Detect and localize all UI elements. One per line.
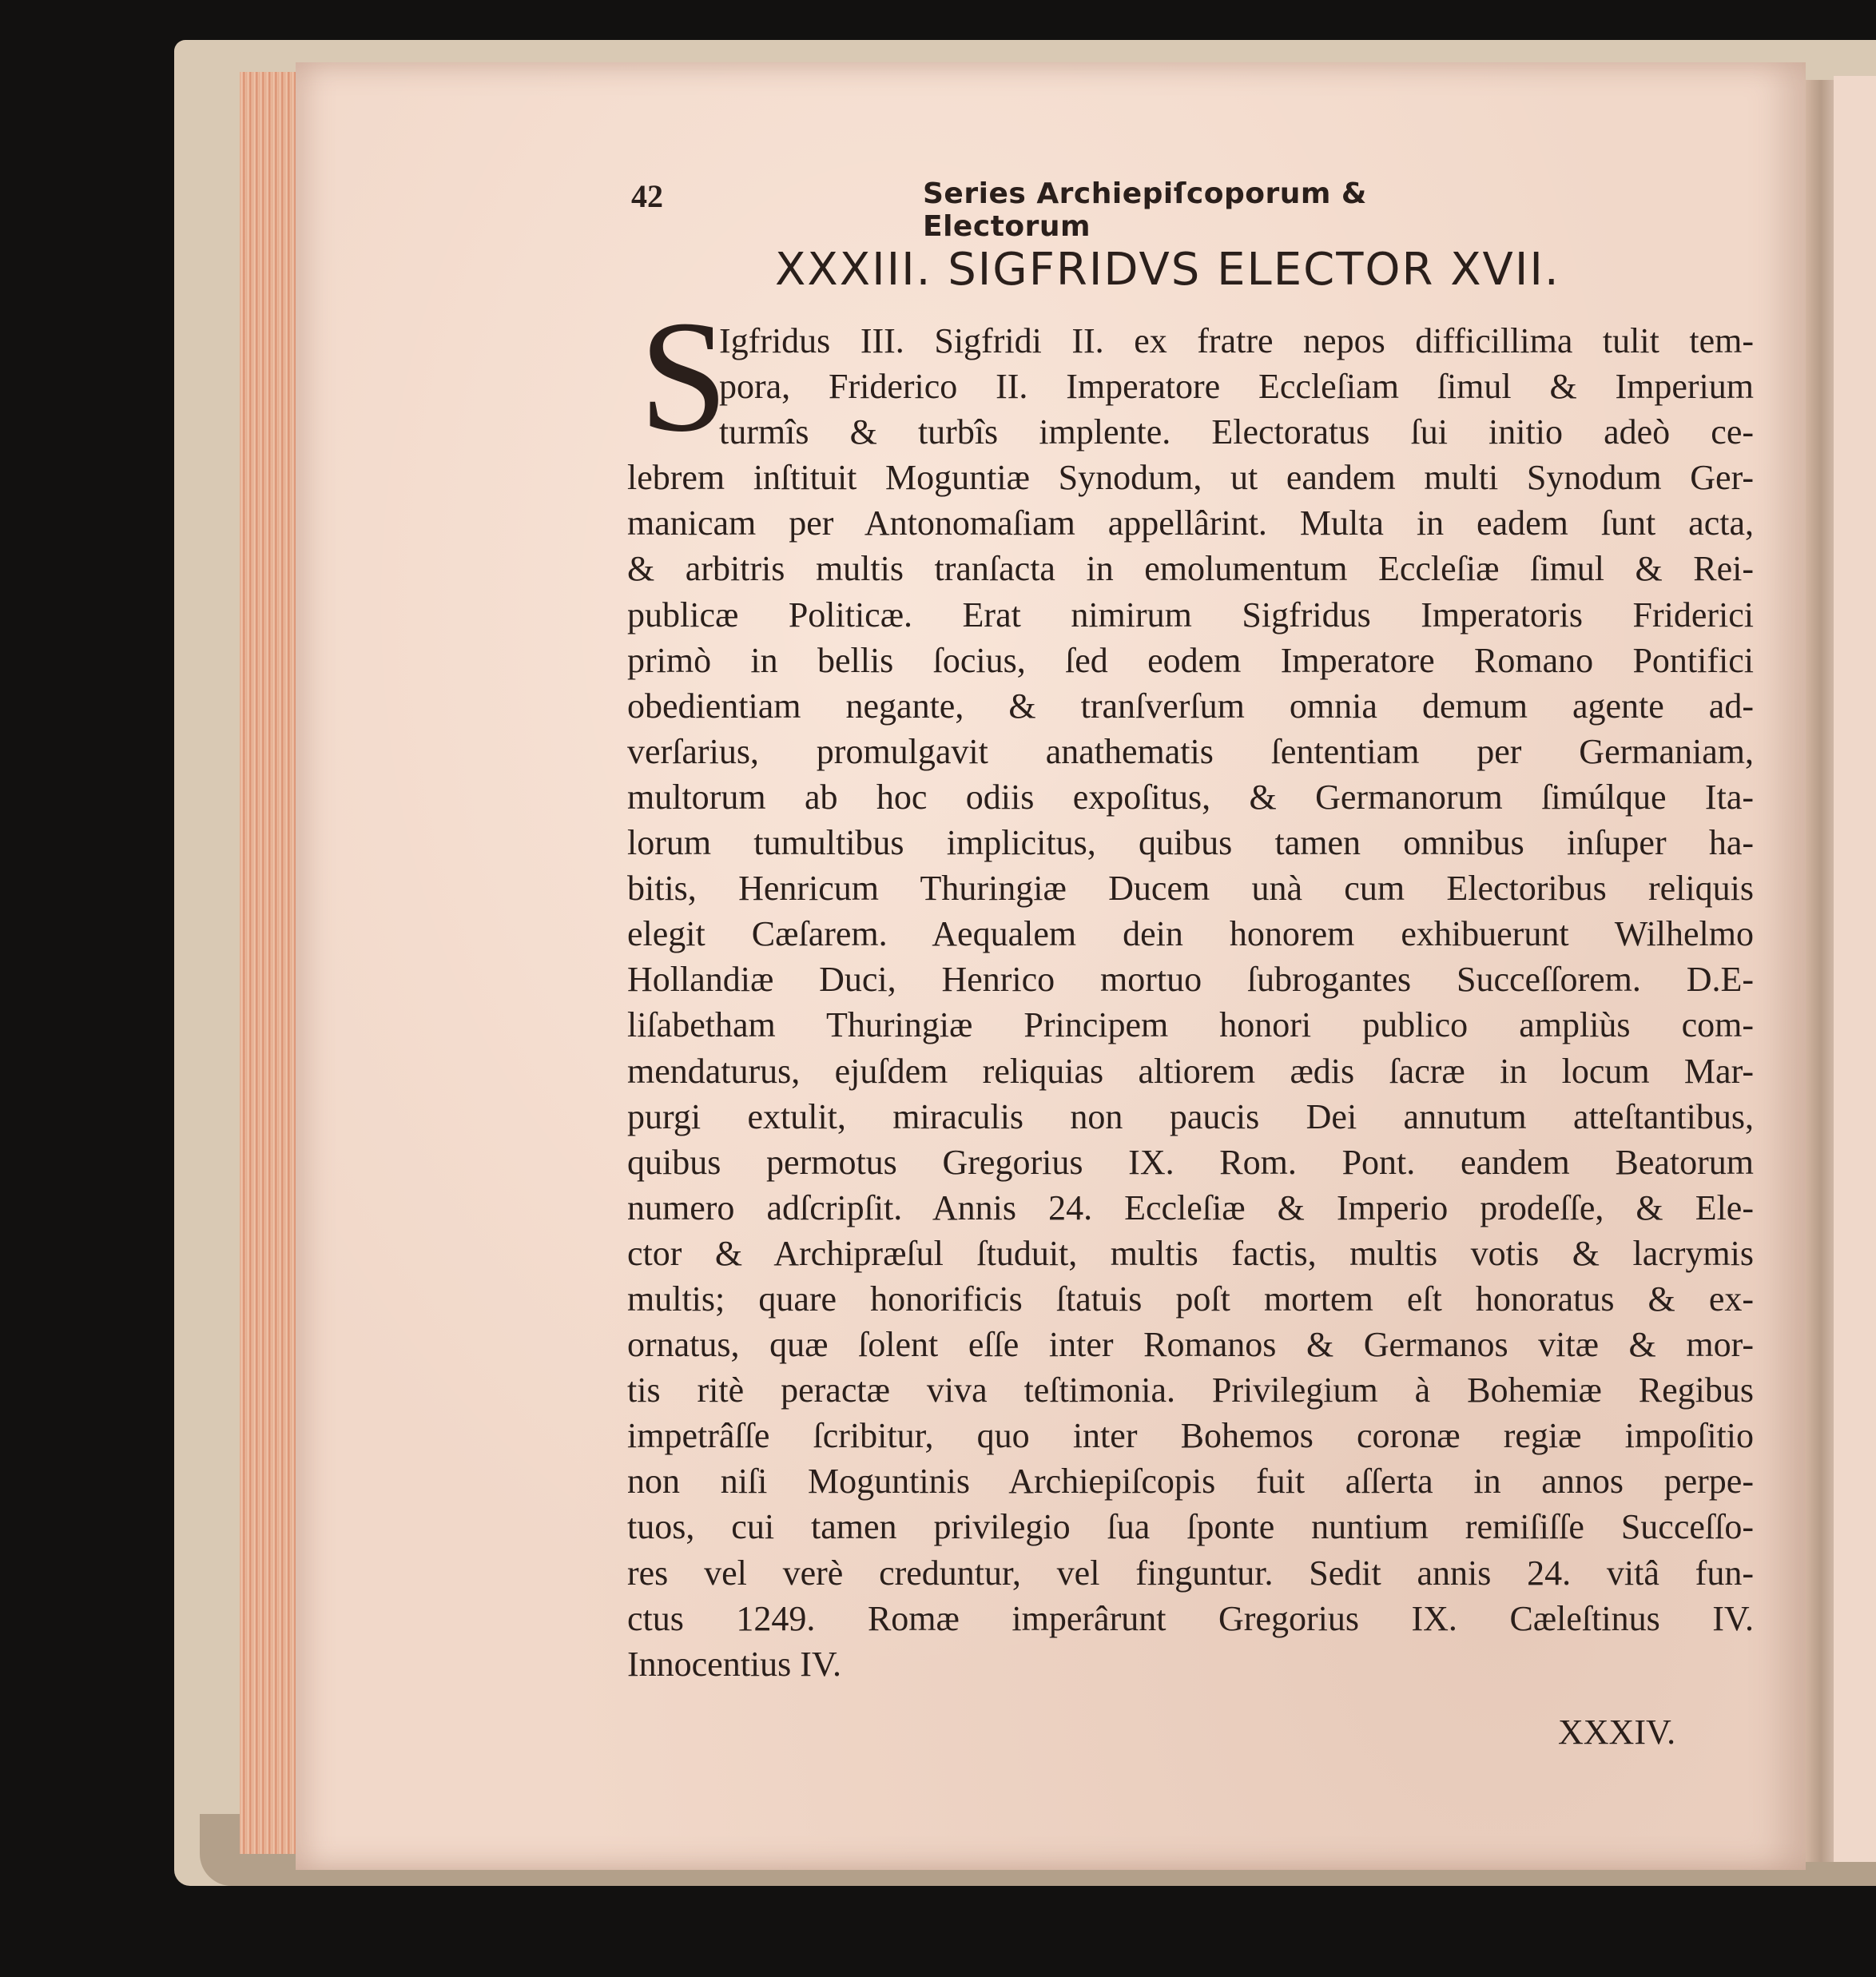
text-line: mendaturus, ejuſdem reliquias altiorem ædis ſacræ in locum Mar- [627, 1051, 1754, 1091]
facing-page-edge [1834, 76, 1876, 1862]
text-line: lebrem inſtituit Moguntiæ Synodum, ut eandem multi Synodum Ger- [627, 458, 1754, 498]
text-line: ctor & Archipræſul ſtuduit, multis factis, multis votis & lacrymis [627, 1233, 1754, 1273]
drop-cap: S [639, 288, 729, 465]
text-line: bitis, Henricum Thuringiæ Ducem unà cum Electoribus reliquis [627, 869, 1754, 909]
body-text [627, 318, 1754, 1687]
text-line: multorum ab hoc odiis expoſitus, & Germanorum ſimúlque Ita- [627, 777, 1754, 817]
text-line: elegit Cæſarem. Aequalem dein honorem exhibuerunt Wilhelmo [627, 914, 1754, 954]
text-line: tuos, cui tamen privilegio ſua ſponte nuntium remiſiſſe Succeſſo- [627, 1507, 1754, 1547]
binding-gutter [1802, 80, 1834, 1862]
text-line: lorum tumultibus implicitus, quibus tamen omnibus inſuper ha- [627, 823, 1754, 863]
page-number: 42 [631, 178, 663, 214]
text-line: multis; quare honorificis ſtatuis poſt mortem eſt honoratus & ex- [627, 1279, 1754, 1319]
text-line: non niſi Moguntinis Archiepiſcopis fuit aſſerta in annos perpe- [627, 1462, 1754, 1502]
running-head-title: Series Archiepiſcoporum & Electorum [923, 177, 1367, 243]
text-line: obedientiam negante, & tranſverſum omnia demum agente ad- [627, 686, 1754, 726]
text-line: Innocentius IV. [627, 1644, 842, 1684]
text-line: Hollandiæ Duci, Henrico mortuo ſubrogantes Succeſſorem. D.E- [627, 960, 1754, 1000]
text-line: publicæ Politicæ. Erat nimirum Sigfridus Imperatoris Friderici [627, 595, 1754, 634]
text-line: Igfridus III. Sigfridi II. ex fratre nepos difficillima tulit tem- [719, 321, 1754, 360]
running-head [631, 177, 1526, 243]
text-line: verſarius, promulgavit anathematis ſententiam per Germaniam, [627, 731, 1754, 771]
text-line: impetrâſſe ſcribitur, quo inter Bohemos coronæ regiæ impoſitio [627, 1416, 1754, 1456]
text-line: purgi extulit, miraculis non paucis Dei annutum atteſtantibus, [627, 1096, 1754, 1136]
text-line: pora, Friderico II. Imperatore Eccleſiam ſimul & Imperium [719, 367, 1754, 407]
text-line: res vel verè creduntur, vel finguntur. Sedit annis 24. vitâ fun- [627, 1553, 1754, 1593]
text-line: ornatus, quæ ſolent eſſe inter Romanos & Germanos vitæ & mor- [627, 1325, 1754, 1365]
text-line: quibus permotus Gregorius IX. Rom. Pont. eandem Beatorum [627, 1142, 1754, 1182]
catchword: XXXIV. [1558, 1712, 1676, 1752]
text-line: manicam per Antonomaſiam appellârint. Multa in eadem ſunt acta, [627, 503, 1754, 543]
text-line: ctus 1249. Romæ imperârunt Gregorius IX. Cæleſtinus IV. [627, 1598, 1754, 1638]
text-line: & arbitris multis tranſacta in emolumentum Eccleſiæ ſimul & Rei- [627, 549, 1754, 589]
text-line: liſabetham Thuringiæ Principem honori publico ampliùs com- [627, 1005, 1754, 1045]
chapter-title: XXXIII. SIGFRIDVS ELECTOR XVII. [775, 244, 1560, 296]
text-line: primò in bellis ſocius, ſed eodem Imperatore Romano Pontifici [627, 640, 1754, 680]
text-line: turmîs & turbîs implente. Electoratus ſui initio adeò ce- [719, 412, 1754, 452]
text-line: tis ritè peractæ viva teſtimonia. Privilegium à Bohemiæ Regibus [627, 1370, 1754, 1410]
text-line: numero adſcripſit. Annis 24. Eccleſiæ & Imperio prodeſſe, & Ele- [627, 1187, 1754, 1227]
